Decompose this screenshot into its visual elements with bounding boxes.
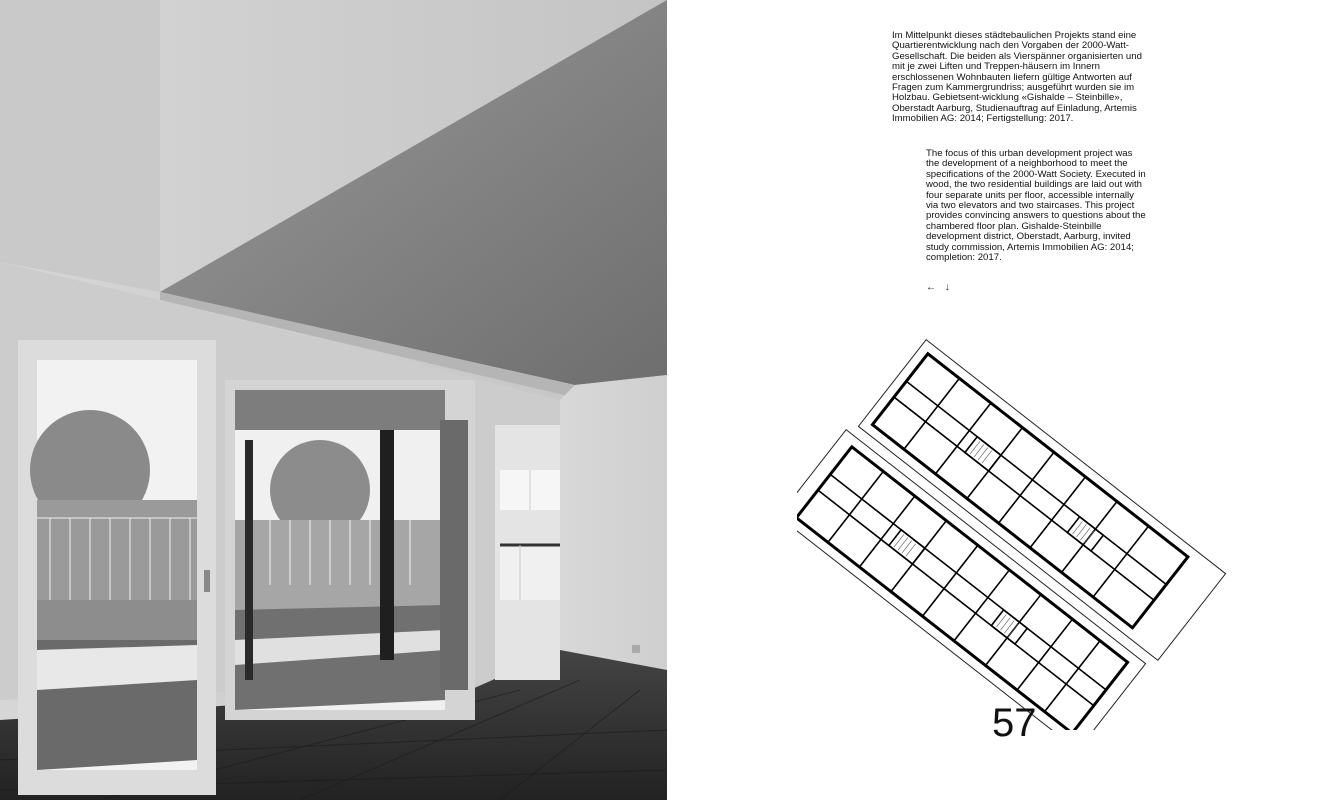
german-paragraph: Im Mittelpunkt dieses städtebaulichen Projekts stand eine Quartierentwicklung nach den Vorgaben der 2000-Watt-Gesellschaft. Die beiden als Vierspänner organisierten und mit je zwei Liften und Treppen-häusern im Innern erschlossenen Wohnbauten liefern gültige Antworten auf Fragen zum Kammergrundriss; ausgeführt wurden sie im Holzbau. Gebietsent-wicklung «Gishalde – Steinbille», Oberstadt Aarburg, Studienauftrag auf Einladung, Artemis Immobilien AG: 2014; Fertigstellung: 2017. — [892, 30, 1142, 125]
direction-arrows: ← ↓ — [926, 282, 953, 293]
english-paragraph: The focus of this urban development project was the development of a neighborhood to meet the specifications of the 2000-Watt Society. Executed in wood, the two residential buildings are laid out with four separate units per floor, accessible internally via two elevators and two staircases. This project provides convincing answers to questions about the chambered floor plan. Gishalde-Steinbille development district, Oberstadt, Aarburg, invited study commission, Artemis Immobilien AG: 2014; completion: 2017. — [926, 148, 1146, 264]
page-number: 57 — [992, 701, 1037, 745]
text-page — [667, 0, 1334, 800]
floor-plan-drawing — [797, 290, 1257, 730]
